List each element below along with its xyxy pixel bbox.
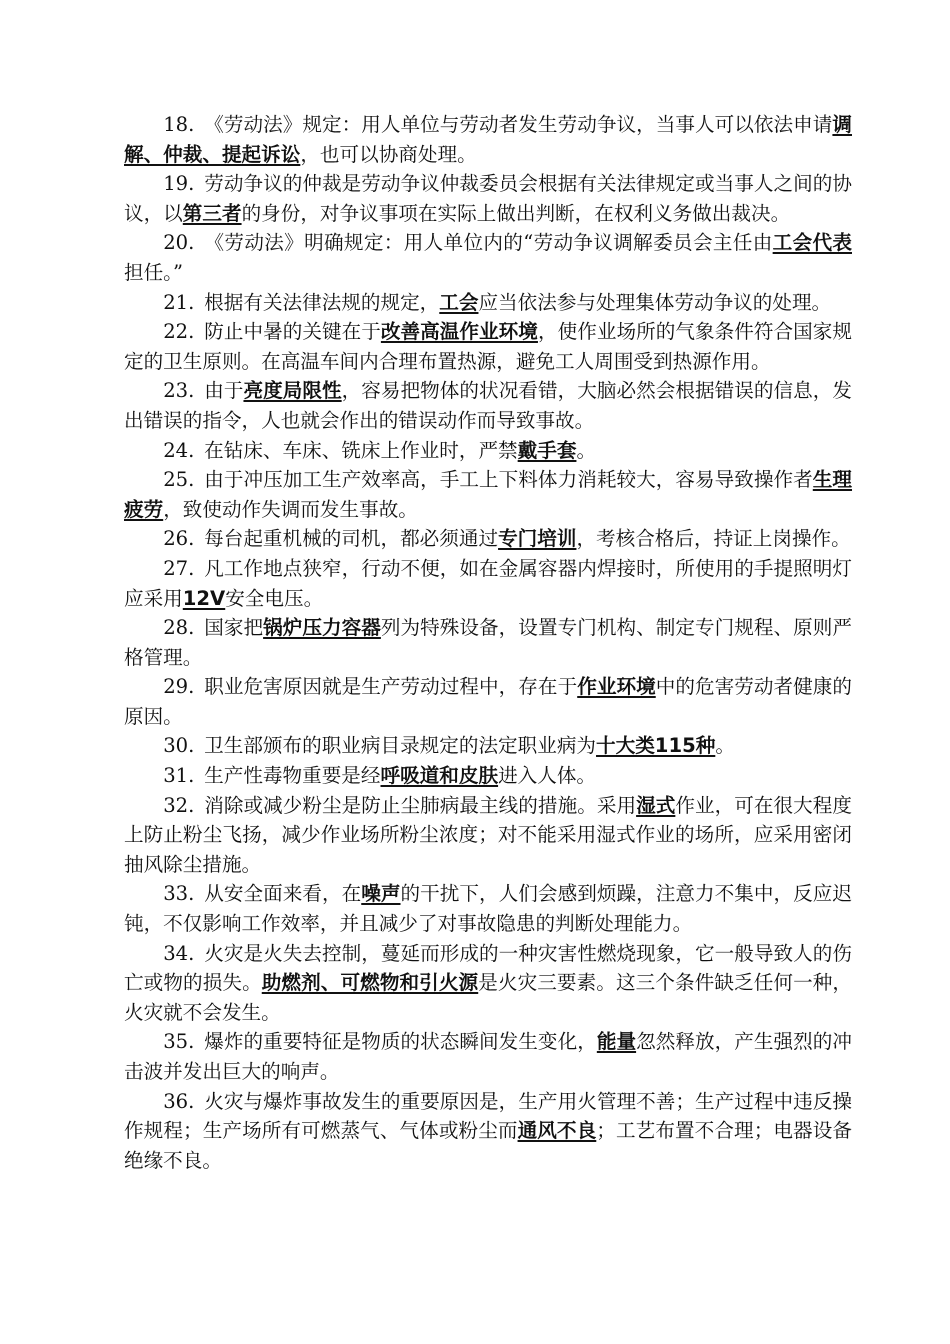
question-paragraph <box>124 554 852 613</box>
question-number: 28. <box>163 616 195 640</box>
question-text: 火灾是火失去控制，蔓延而形成的一种灾害性燃烧现象，它一般导致人的伤亡或物的损失。 <box>124 941 852 995</box>
question-text: 劳动争议的仲裁是劳动争议仲裁委员会根据有关法律规定或当事人之间的协议，以 <box>124 172 852 225</box>
question-text: 职业危害原因就是生产劳动过程中，存在于 <box>204 675 578 699</box>
question-text: 进入人体。 <box>498 764 597 788</box>
answer-highlight: 十大类115种 <box>596 734 716 758</box>
answer-highlight: 工会 <box>439 290 479 314</box>
question-text: 的身份，对争议事项在实际上做出判断，在权利义务做出裁决。 <box>241 201 791 225</box>
question-text: 作业，可在很大程度上防止粉尘飞扬，减少作业场所粉尘浓度；对不能采用湿式作业的场所，应采用密闭抽风除尘措施。 <box>124 793 853 876</box>
question-number: 24. <box>163 438 195 462</box>
question-number: 32. <box>163 793 195 817</box>
question-number: 29. <box>163 675 195 699</box>
question-number: 20. <box>163 231 195 255</box>
answer-highlight: 呼吸道和皮肤 <box>380 764 499 788</box>
question-paragraph <box>124 228 852 287</box>
question-paragraph <box>124 613 852 672</box>
answer-highlight: 第三者 <box>182 201 242 225</box>
question-text: 《劳动法》规定：用人单位与劳动者发生劳动争议，当事人可以依法申请 <box>204 113 833 136</box>
question-text: 担任。” <box>124 260 183 284</box>
question-number: 31. <box>163 764 195 788</box>
question-paragraph <box>124 731 852 761</box>
question-text: 安全电压。 <box>225 586 324 610</box>
question-paragraph <box>124 110 852 169</box>
question-text: ，致使动作失调而发生事故。 <box>163 497 418 521</box>
question-text: 消除或减少粉尘是防止尘肺病最主线的措施。采用 <box>204 793 637 817</box>
question-text: 国家把 <box>204 616 264 640</box>
answer-highlight: 调解、仲裁、提起诉讼 <box>124 113 852 166</box>
question-text: 卫生部颁布的职业病目录规定的法定职业病为 <box>204 734 597 758</box>
question-text: ，容易把物体的状况看错，大脑必然会根据错误的信息，发出错误的指令，人也就会作出的错误动作而导致事故。 <box>124 379 853 432</box>
question-text: 忽然释放，产生强烈的冲击波并发出巨大的响声。 <box>124 1030 853 1083</box>
question-number: 18. <box>163 113 195 136</box>
document-page <box>124 110 852 1175</box>
question-text: ，考核合格后，持证上岗操作。 <box>576 527 851 551</box>
question-text: 在钻床、车床、铣床上作业时，严禁 <box>204 438 518 462</box>
question-number: 19. <box>163 172 195 196</box>
answer-highlight: 亮度局限性 <box>243 379 342 403</box>
question-paragraph <box>124 288 852 318</box>
question-paragraph <box>124 376 852 435</box>
answer-highlight: 生理疲劳 <box>124 468 853 521</box>
question-text: 列为特殊设备，设置专门机构、制定专门规程、原则严格管理。 <box>124 616 853 669</box>
question-paragraph <box>124 939 852 1028</box>
question-paragraph <box>124 1087 852 1176</box>
question-number: 35. <box>163 1030 195 1054</box>
answer-highlight: 锅炉压力容器 <box>263 616 381 640</box>
question-text: ，使作业场所的气象条件符合国家规定的卫生原则。在高温车间内合理布置热源，避免工人周围受到热源作用。 <box>124 320 853 373</box>
question-text: 应当依法参与处理集体劳动争议的处理。 <box>478 290 832 314</box>
question-paragraph <box>124 791 852 880</box>
answer-highlight: 湿式 <box>636 793 676 817</box>
question-text: 的干扰下，人们会感到烦躁，注意力不集中，反应迟钝，不仅影响工作效率，并且减少了对事故隐患的判断处理能力。 <box>124 882 853 936</box>
question-paragraph <box>124 317 852 376</box>
question-paragraph <box>124 761 852 791</box>
question-number: 36. <box>163 1089 195 1113</box>
question-text: 生产性毒物重要是经 <box>204 764 381 788</box>
question-text: 由于冲压加工生产效率高，手工上下料体力消耗较大，容易导致操作者 <box>204 468 813 492</box>
answer-highlight: 12V <box>182 586 226 610</box>
question-paragraph <box>124 524 852 554</box>
answer-highlight: 专门培训 <box>498 527 577 551</box>
question-text: 是火灾三要素。这三个条件缺乏任何一种，火灾就不会发生。 <box>124 971 853 1024</box>
question-paragraph <box>124 169 852 228</box>
question-number: 33. <box>163 882 195 906</box>
answer-highlight: 工会代表 <box>772 231 852 255</box>
question-text: 防止中暑的关键在于 <box>204 320 381 344</box>
answer-highlight: 噪声 <box>361 882 401 906</box>
question-number: 23. <box>163 379 195 403</box>
answer-highlight: 通风不良 <box>517 1119 597 1143</box>
answer-highlight: 戴手套 <box>517 438 577 462</box>
question-paragraph <box>124 879 852 938</box>
question-number: 22. <box>163 320 195 344</box>
question-text: 。 <box>715 734 735 758</box>
question-number: 21. <box>163 290 195 314</box>
question-text: 根据有关法律法规的规定， <box>204 290 440 314</box>
question-text: 。 <box>576 438 597 462</box>
question-text: 火灾与爆炸事故发生的重要原因是，生产用火管理不善；生产过程中违反操作规程；生产场所有可燃蒸气、气体或粉尘而 <box>124 1089 852 1143</box>
question-text: 中的危害劳动者健康的原因。 <box>124 675 853 728</box>
question-number: 26. <box>163 527 195 551</box>
question-text: ，也可以协商处理。 <box>300 142 477 166</box>
question-number: 34. <box>163 941 195 965</box>
question-text: 从安全面来看，在 <box>204 882 362 906</box>
question-paragraph <box>124 465 852 524</box>
question-number: 27. <box>163 556 195 580</box>
question-number: 25. <box>163 468 195 492</box>
answer-highlight: 改善高温作业环境 <box>380 320 538 344</box>
answer-highlight: 助燃剂、可燃物和引火源 <box>261 971 479 995</box>
question-paragraph <box>124 436 852 466</box>
question-text: 每台起重机械的司机，都必须通过 <box>204 527 499 551</box>
question-number: 30. <box>163 734 195 758</box>
question-text: 《劳动法》明确规定：用人单位内的“劳动争议调解委员会主任由 <box>204 231 773 255</box>
question-text: ；工艺布置不合理；电器设备绝缘不良。 <box>124 1119 853 1172</box>
question-paragraph <box>124 1027 852 1086</box>
answer-highlight: 作业环境 <box>577 675 656 699</box>
question-text: 由于 <box>204 379 244 403</box>
question-text: 凡工作地点狭窄，行动不便，如在金属容器内焊接时，所使用的手提照明灯应采用 <box>124 556 852 610</box>
answer-highlight: 能量 <box>596 1030 637 1054</box>
question-text: 爆炸的重要特征是物质的状态瞬间发生变化， <box>204 1030 597 1054</box>
question-paragraph <box>124 672 852 731</box>
